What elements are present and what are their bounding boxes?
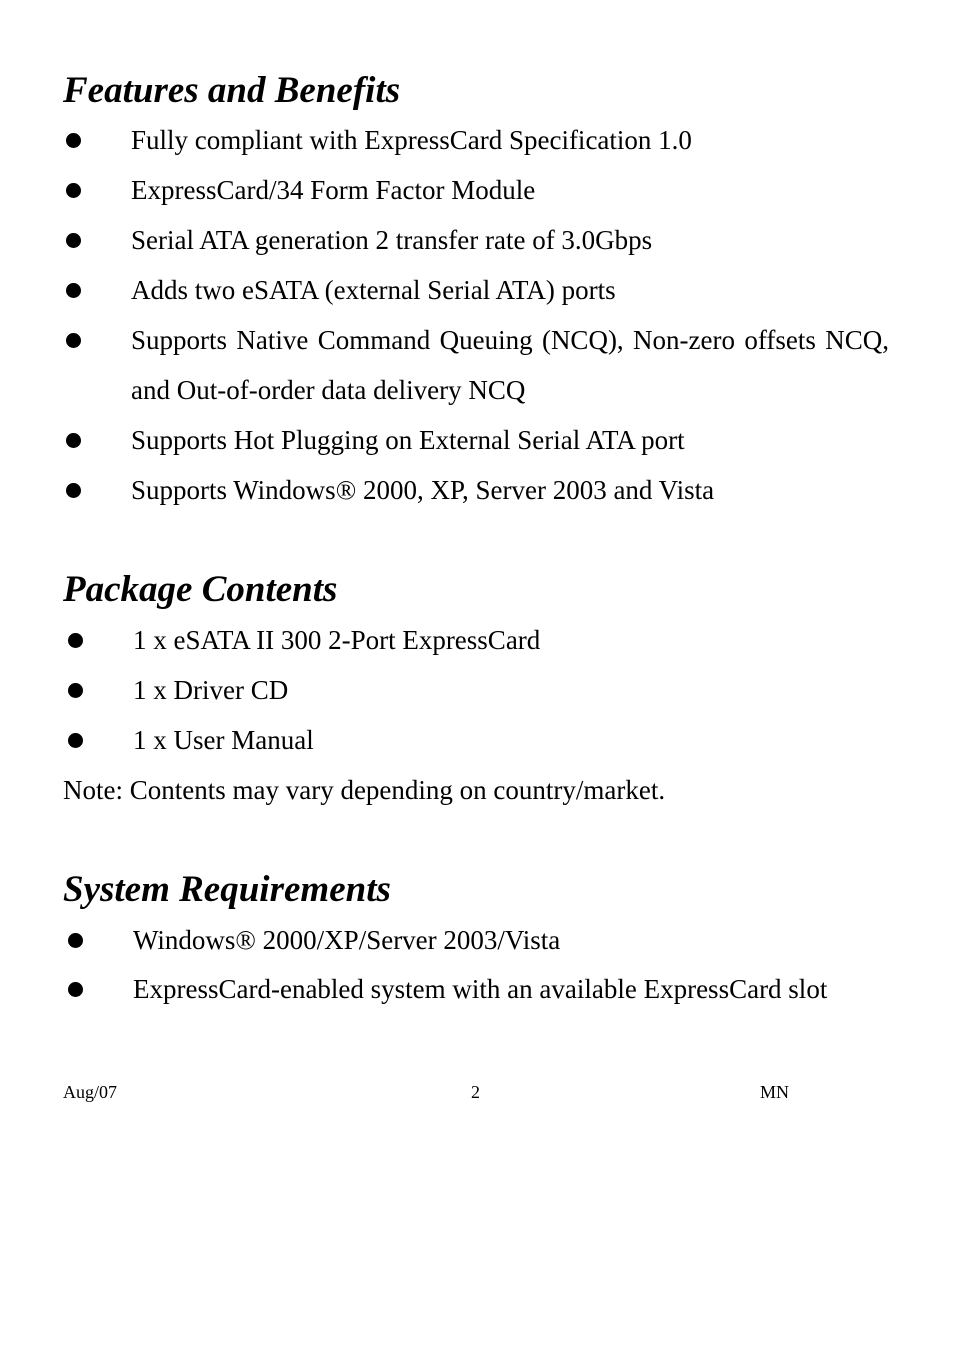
bullet-icon	[68, 683, 83, 698]
bullet-icon	[68, 982, 83, 997]
bullet-icon	[66, 483, 81, 498]
feature-item-text: Supports Windows® 2000, XP, Server 2003 and Vista	[131, 475, 715, 505]
feature-item-text: Fully compliant with ExpressCard Specification 1.0	[131, 125, 692, 155]
feature-item-text: Supports Native Command Queuing (NCQ), Non-zero offsets NCQ, and Out-of-order data delivery NCQ	[131, 325, 889, 405]
feature-item-text: ExpressCard/34 Form Factor Module	[131, 175, 536, 205]
package-item-text: 1 x Driver CD	[133, 675, 289, 705]
package-item-text: 1 x eSATA II 300 2-Port ExpressCard	[133, 625, 541, 655]
package-note: Note: Contents may vary depending on country/market.	[63, 775, 666, 805]
footer-date: Aug/07	[63, 1082, 117, 1102]
package-heading: Package Contents	[63, 569, 338, 610]
bullet-icon	[66, 433, 81, 448]
feature-item-text: Serial ATA generation 2 transfer rate of 3.0Gbps	[131, 225, 653, 255]
bullet-icon	[66, 233, 81, 248]
bullet-icon	[66, 183, 81, 198]
bullet-icon	[68, 633, 83, 648]
features-heading: Features and Benefits	[63, 70, 401, 111]
bullet-icon	[66, 333, 81, 348]
feature-item-text: Adds two eSATA (external Serial ATA) ports	[131, 275, 616, 305]
package-item-text: 1 x User Manual	[133, 725, 314, 755]
requirement-item-text: Windows® 2000/XP/Server 2003/Vista	[133, 925, 561, 955]
feature-item-text: Supports Hot Plugging on External Serial ATA port	[131, 425, 685, 455]
bullet-icon	[66, 283, 81, 298]
footer-page-number: 2	[471, 1082, 480, 1102]
bullet-icon	[68, 733, 83, 748]
requirements-heading: System Requirements	[63, 869, 391, 910]
bullet-icon	[66, 133, 81, 148]
requirement-item-text: ExpressCard-enabled system with an available ExpressCard slot	[133, 974, 828, 1004]
footer-code: MN	[760, 1082, 790, 1102]
bullet-icon	[68, 933, 83, 948]
